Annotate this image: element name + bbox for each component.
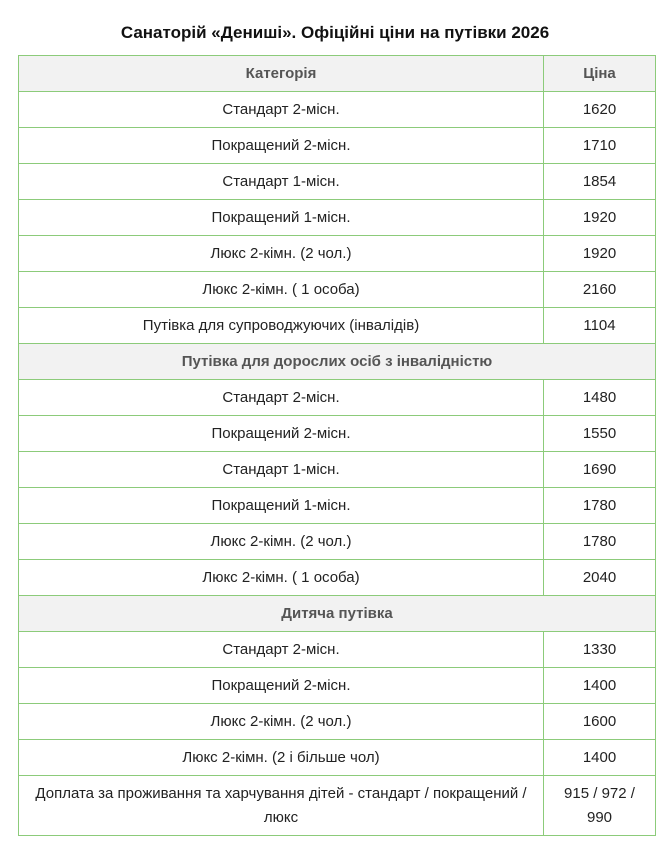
category-cell: Покращений 2-місн. [19,668,544,704]
category-cell: Покращений 1-місн. [19,488,544,524]
table-row [19,668,656,704]
table-row [19,524,656,560]
price-cell: 1920 [544,236,656,272]
price-cell: 1550 [544,416,656,452]
category-cell: Люкс 2-кімн. (2 чол.) [19,524,544,560]
column-header-price: Ціна [544,56,656,92]
category-cell: Стандарт 2-місн. [19,380,544,416]
table-row [19,452,656,488]
table-row [19,632,656,668]
section-title-disabled-adults: Путівка для дорослих осіб з інвалідністю [19,344,656,380]
table-row [19,560,656,596]
section-title-children: Дитяча путівка [19,596,656,632]
page-title: Санаторій «Дениші». Офіційні ціни на путівки 2026 [120,23,550,42]
table-row [19,416,656,452]
category-cell: Путівка для супроводжуючих (інвалідів) [19,308,544,344]
price-cell: 1330 [544,632,656,668]
table-row [19,128,656,164]
price-cell: 1710 [544,128,656,164]
price-cell: 1780 [544,488,656,524]
price-cell: 915 / 972 / 990 [544,776,656,836]
price-table [18,55,656,836]
price-cell: 1600 [544,704,656,740]
table-row [19,164,656,200]
category-cell: Покращений 2-місн. [19,416,544,452]
price-cell: 1400 [544,668,656,704]
table-row [19,308,656,344]
category-cell: Стандарт 2-місн. [19,632,544,668]
table-row [19,200,656,236]
price-cell: 1620 [544,92,656,128]
price-cell: 2160 [544,272,656,308]
section-header-row [19,344,656,380]
price-cell: 1480 [544,380,656,416]
price-cell: 1780 [544,524,656,560]
table-row [19,236,656,272]
category-cell: Люкс 2-кімн. (2 чол.) [19,236,544,272]
table-row [19,380,656,416]
table-row [19,92,656,128]
section-header-row [19,596,656,632]
table-row [19,488,656,524]
table-row [19,704,656,740]
price-cell: 1104 [544,308,656,344]
price-cell: 2040 [544,560,656,596]
category-cell: Люкс 2-кімн. ( 1 особа) [19,560,544,596]
category-cell: Доплата за проживання та харчування дітей - стандарт / покращений / люкс [19,776,544,836]
price-cell: 1920 [544,200,656,236]
price-cell: 1690 [544,452,656,488]
table-row [19,740,656,776]
price-cell: 1400 [544,740,656,776]
table-row [19,776,656,836]
price-cell: 1854 [544,164,656,200]
table-header-row [19,56,656,92]
category-cell: Люкс 2-кімн. (2 чол.) [19,704,544,740]
category-cell: Люкс 2-кімн. ( 1 особа) [19,272,544,308]
column-header-category: Категорія [19,56,544,92]
category-cell: Стандарт 2-місн. [19,92,544,128]
category-cell: Покращений 1-місн. [19,200,544,236]
category-cell: Стандарт 1-місн. [19,452,544,488]
category-cell: Стандарт 1-місн. [19,164,544,200]
table-row [19,272,656,308]
category-cell: Покращений 2-місн. [19,128,544,164]
category-cell: Люкс 2-кімн. (2 і більше чол) [19,740,544,776]
